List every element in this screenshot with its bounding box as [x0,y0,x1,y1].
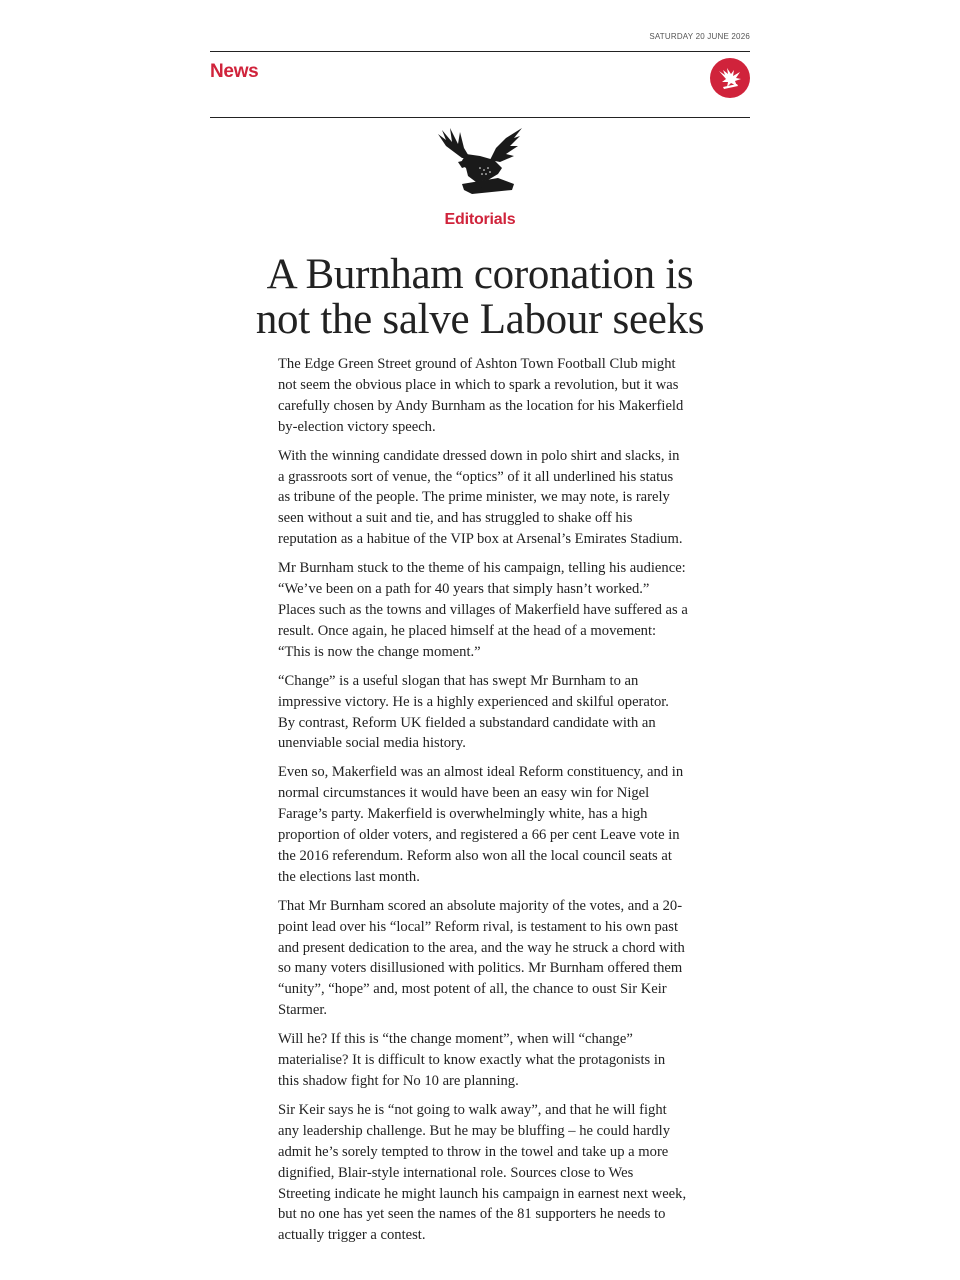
article-paragraph-4: “Change” is a useful slogan that has swept Mr Burnham to an impressive victory. He is a highly experienced and skilful operator. By contrast, Reform UK fielded a substandard candidate with an unenviable social media history. [278,672,669,752]
top-rule [210,51,750,52]
section-kicker: Editorials [444,211,516,228]
article-paragraph-3: Mr Burnham stuck to the theme of his campaign, telling his audience: “We’ve been on a path for 40 years that simply hasn’t worked.” Places such as the towns and villages of Makerfield have suffered as a result. Once again, he placed himself at the head of a movement: “This is now the change moment.” [278,560,688,660]
article-paragraph-5: Even so, Makerfield was an almost ideal Reform constituency, and in normal circumstances it would have been an easy win for Nigel Farage’s party. Makerfield is overwhelmingly white, has a high proportion of older voters, and registered a 66 per cent Leave vote in the 2016 referendum. Reform also won all the local council seats at the elections last month. [278,764,684,885]
eagle-emblem-icon [436,124,524,204]
bottom-rule [210,117,750,118]
article-body [278,354,688,1254]
article-headline [200,252,760,342]
section-label[interactable]: News [210,61,259,82]
issue-date: SATURDAY 20 JUNE 2026 [649,32,750,41]
headline-line-1: A Burnham coronation is [266,251,694,298]
article-paragraph-1: The Edge Green Street ground of Ashton Town Football Club might not seem the obvious place in which to spark a revolution, but it was carefully chosen by Andy Burnham as the location for his Makerfield by-election victory speech. [278,356,684,435]
article-paragraph-2: With the winning candidate dressed down in polo shirt and slacks, in a grassroots sort of venue, the “optics” of it all underlined his status as tribune of the people. The prime minister, we may note, is rarely seen without a suit and tie, and has struggled to shake off his reputation as a habitue of the VIP box at Arsenal’s Emirates Stadium. [278,447,683,548]
article-paragraph-8: Sir Keir says he is “not going to walk away”, and that he will fight any leadership challenge. But he may be bluffing – he could hardly admit he’s sorely tempted to throw in the towel and take up a more dignified, Blair-style international role. Sources close to Wes Streeting indicate he might launch his campaign in earnest next week, but no one has yet seen the names of the 81 supporters he needs to actually trigger a contest. [278,1101,687,1244]
eagle-logo-icon[interactable] [710,58,750,98]
article-paragraph-7: Will he? If this is “the change moment”, when will “change” materialise? It is difficult to know exactly what the protagonists in this shadow fight for No 10 are planning. [278,1031,666,1089]
article-paragraph-6: That Mr Burnham scored an absolute majority of the votes, and a 20-point lead over his “local” Reform rival, is testament to his own past and present dedication to the area, and the way he struck a chord with so many voters disillusioned with politics. Mr Burnham offered them “unity”, “hope” and, most potent of all, the chance to oust Sir Keir Starmer. [278,897,685,1019]
headline-line-2: not the salve Labour seeks [255,296,705,343]
